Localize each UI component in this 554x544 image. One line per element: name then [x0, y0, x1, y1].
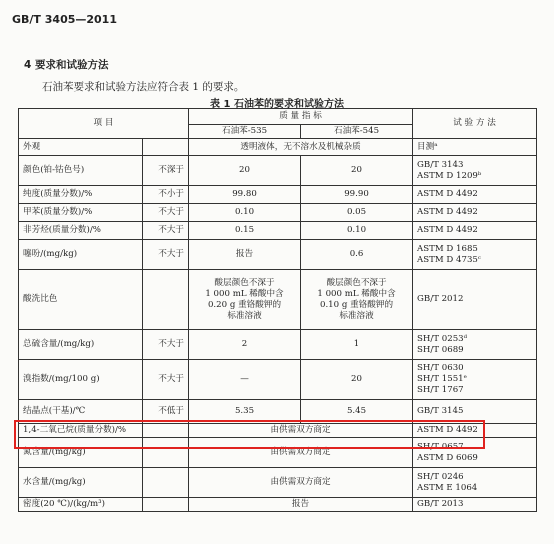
row-value-545: 酸层颜色不深于 1 000 mL 稀酸中含 0.10 g 重铬酸钾的 标准溶液: [301, 270, 413, 330]
row-value-545: 0.6: [301, 240, 413, 270]
row-limit: 不低于: [143, 400, 189, 424]
row-test-method: ASTM D 4492: [413, 204, 537, 222]
row-item-name: 外观: [19, 139, 143, 156]
row-item-name: 总硫含量/(mg/kg): [19, 330, 143, 360]
row-test-method: SH/T 0246 ASTM E 1064: [413, 468, 537, 498]
row-test-method: SH/T 0253ᵈ SH/T 0689: [413, 330, 537, 360]
row-value-535: 报告: [189, 240, 301, 270]
standard-number: GB/T 3405—2011: [12, 13, 117, 26]
row-value-535: 酸层颜色不深于 1 000 mL 稀酸中含 0.20 g 重铬酸钾的 标准溶液: [189, 270, 301, 330]
row-value-545: 0.10: [301, 222, 413, 240]
table-row: [19, 330, 537, 360]
row-limit: [143, 424, 189, 438]
table-row: [19, 424, 537, 438]
table-row: [19, 139, 537, 156]
row-limit: 不小于: [143, 186, 189, 204]
row-merged-value: 由供需双方商定: [189, 438, 413, 468]
table-row: [19, 468, 537, 498]
row-value-535: 5.35: [189, 400, 301, 424]
row-item-name: 噻吩/(mg/kg): [19, 240, 143, 270]
table-row: [19, 222, 537, 240]
table-row: [19, 400, 537, 424]
row-limit: 不大于: [143, 204, 189, 222]
intro-text: 石油苯要求和试验方法应符合表 1 的要求。: [42, 81, 245, 93]
row-test-method: ASTM D 4492: [413, 424, 537, 438]
row-value-545: 0.05: [301, 204, 413, 222]
row-value-545: 20: [301, 156, 413, 186]
row-test-method: SH/T 0657 ASTM D 6069: [413, 438, 537, 468]
spec-table: [18, 108, 537, 512]
row-item-name: 颜色(铂-钴色号): [19, 156, 143, 186]
row-limit: [143, 498, 189, 512]
row-limit: [143, 139, 189, 156]
row-value-535: 20: [189, 156, 301, 186]
row-item-name: 氮含量/(mg/kg): [19, 438, 143, 468]
row-test-method: ASTM D 1685 ASTM D 4735ᶜ: [413, 240, 537, 270]
table-row: [19, 186, 537, 204]
header-method: 试 验 方 法: [413, 109, 537, 139]
table-header-row: [19, 109, 537, 125]
row-limit: 不深于: [143, 156, 189, 186]
row-item-name: 非芳烃(质量分数)/%: [19, 222, 143, 240]
row-value-535: 99.80: [189, 186, 301, 204]
row-value-545: 20: [301, 360, 413, 400]
row-limit: 不大于: [143, 240, 189, 270]
row-test-method: GB/T 2012: [413, 270, 537, 330]
header-quality: 质 量 指 标: [189, 109, 413, 125]
row-item-name: 水含量/(mg/kg): [19, 468, 143, 498]
row-limit: 不大于: [143, 222, 189, 240]
header-grade-545: 石油苯-545: [301, 125, 413, 139]
row-limit: [143, 438, 189, 468]
row-item-name: 密度(20 ℃)/(kg/m³): [19, 498, 143, 512]
row-merged-value: 由供需双方商定: [189, 468, 413, 498]
table-row: [19, 156, 537, 186]
row-item-name: 1,4-二氧己烷(质量分数)/%: [19, 424, 143, 438]
table-row: [19, 438, 537, 468]
header-item: 项 目: [19, 109, 189, 139]
table-row: [19, 240, 537, 270]
row-test-method: GB/T 3145: [413, 400, 537, 424]
section-title: 4 要求和试验方法: [24, 59, 109, 71]
row-value-535: —: [189, 360, 301, 400]
row-item-name: 结晶点(干基)/℃: [19, 400, 143, 424]
row-test-method: ASTM D 4492: [413, 186, 537, 204]
row-test-method: 目测ᵃ: [413, 139, 537, 156]
row-value-545: 5.45: [301, 400, 413, 424]
row-merged-value: 报告: [189, 498, 413, 512]
row-limit: 不大于: [143, 330, 189, 360]
row-test-method: SH/T 0630 SH/T 1551ᵉ SH/T 1767: [413, 360, 537, 400]
table-caption: 表 1 石油苯的要求和试验方法: [210, 99, 344, 110]
row-item-name: 甲苯(质量分数)/%: [19, 204, 143, 222]
table-row: [19, 270, 537, 330]
table-body: [19, 139, 537, 512]
row-test-method: GB/T 3143 ASTM D 1209ᵇ: [413, 156, 537, 186]
row-value-545: 99.90: [301, 186, 413, 204]
row-item-name: 溴指数/(mg/100 g): [19, 360, 143, 400]
table-row: [19, 498, 537, 512]
row-value-535: 2: [189, 330, 301, 360]
row-limit: 不大于: [143, 360, 189, 400]
table-row: [19, 204, 537, 222]
table-row: [19, 360, 537, 400]
row-limit: [143, 270, 189, 330]
row-limit: [143, 468, 189, 498]
row-value-545: 1: [301, 330, 413, 360]
row-value-535: 0.10: [189, 204, 301, 222]
row-merged-value: 由供需双方商定: [189, 424, 413, 438]
row-item-name: 纯度(质量分数)/%: [19, 186, 143, 204]
row-value-535: 0.15: [189, 222, 301, 240]
row-test-method: GB/T 2013: [413, 498, 537, 512]
row-merged-value: 透明液体，无不溶水及机械杂质: [189, 139, 413, 156]
row-test-method: ASTM D 4492: [413, 222, 537, 240]
row-item-name: 酸洗比色: [19, 270, 143, 330]
header-grade-535: 石油苯-535: [189, 125, 301, 139]
